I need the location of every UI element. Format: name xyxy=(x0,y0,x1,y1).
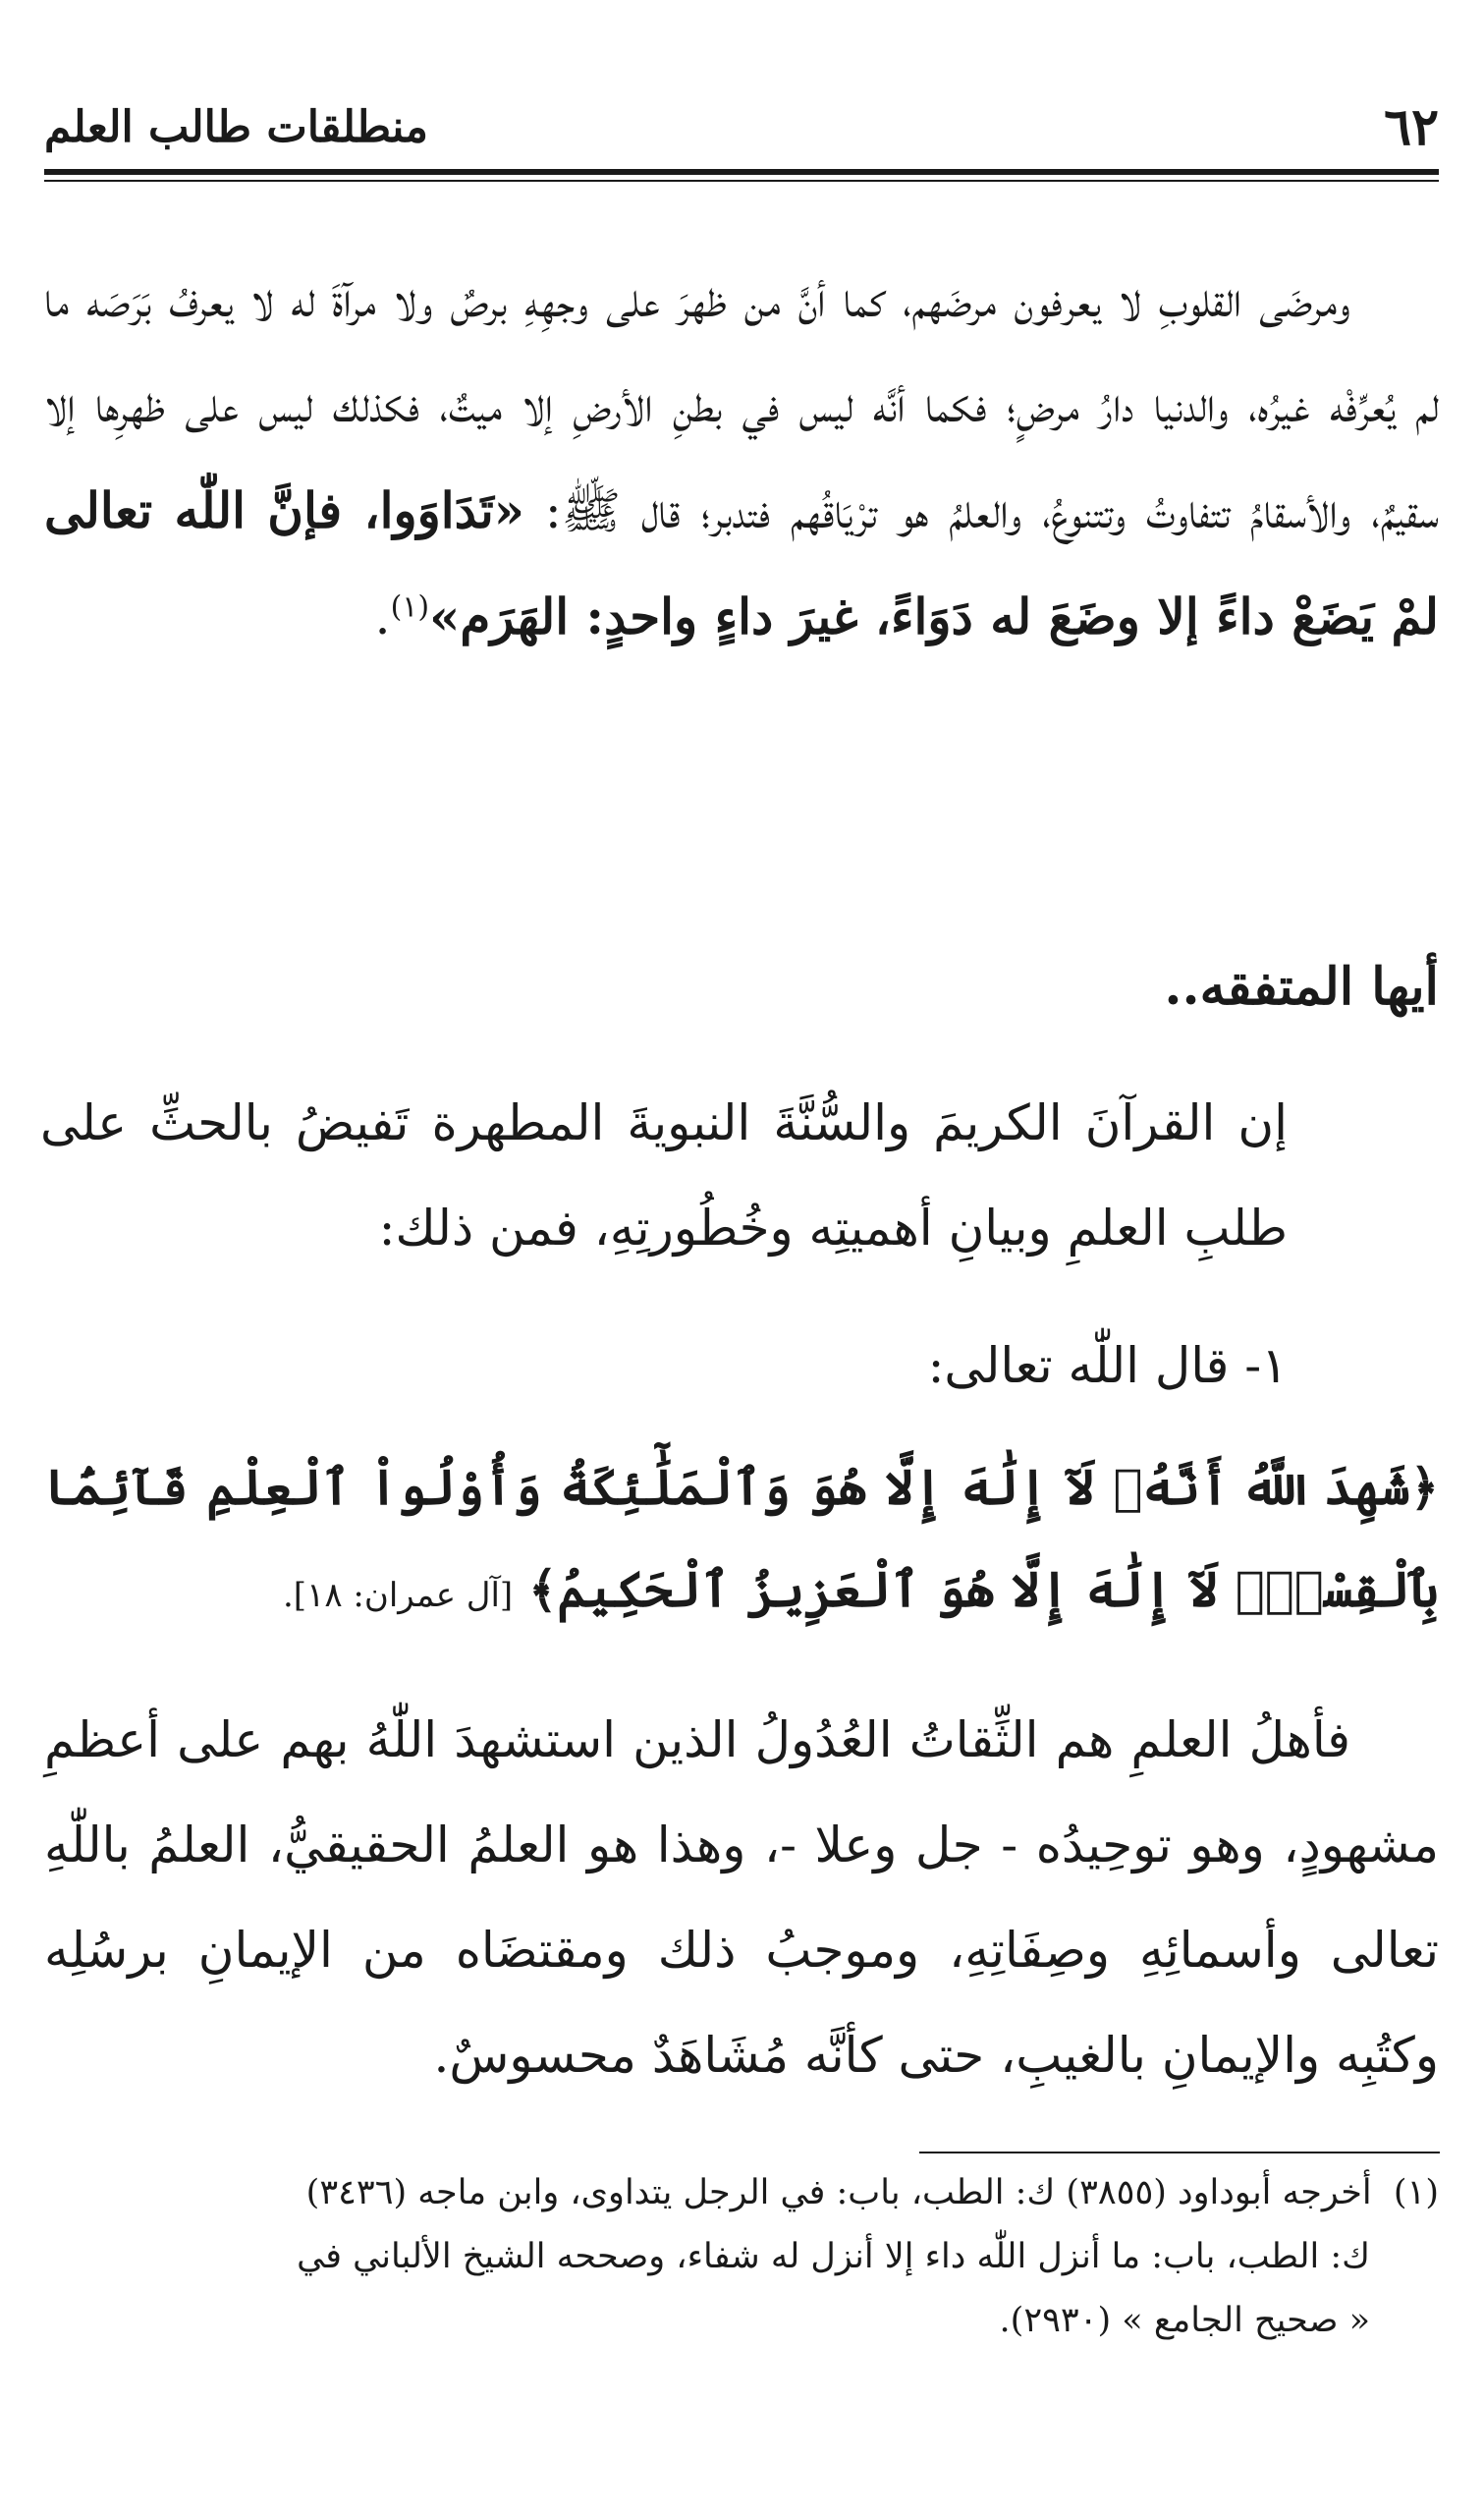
paragraph-people-of-knowledge: فأهلُ العلمِ هم الثِّقاتُ العُدُولُ الذين استشهدَ اللّٰهُ بهم على أعظمِ مشهودٍ، وهو توحِيدُه - جل وعلا -، وهذا هو العلمُ الحقيقيُّ، العلمُ باللّٰهِ تعالى وأسمائِهِ وصِفَاتِهِ، وموجبُ ذلك ومقتضَاه من الإيمانِ برسُلِه وكتُبِه والإيمانِ بالغيبِ، حتى كأنَّه مُشَاهَدٌ محسوسٌ. xyxy=(44,1711,1439,2084)
footnote-reference: (١) xyxy=(390,589,430,625)
verse-text: ﴿شَهِدَ اللَّهُ أَنَّهُۥ لَآ إِلَٰهَ إِلَّا هُوَ وَٱلْمَلَٰٓئِكَةُ وَأُوْلُواْ ٱلْعِلْمِ قَآئِمَۢا بِٱلْقِسْطِۚ لَآ إِلَٰهَ إِلَّا هُوَ ٱلْعَزِيزُ ٱلْحَكِيمُ﴾ xyxy=(44,1458,1439,1618)
header-rule-thin xyxy=(44,180,1439,182)
quran-verse xyxy=(44,1436,1439,1647)
footnote-line-1-text: أخرجه أبوداود (٣٨٥٥) ك: الطب، باب: في الرجل يتداوى، وابن ماجه (٣٤٣٦) xyxy=(305,2173,1372,2212)
footnote-marker: (١) xyxy=(1393,2173,1439,2212)
hadith-quote: «تَدَاوَوا، فإنَّ اللّٰه تعالى لمْ يَضَعْ داءً إلا وضَعَ له دَوَاءً، غيرَ داءٍ واحدٍ: الهَرَم» xyxy=(44,481,1439,645)
running-title: منطلقات طالب العلم xyxy=(44,102,428,152)
list-item-1: ١- قال اللّٰه تعالى: xyxy=(927,1337,1288,1394)
page-header xyxy=(44,93,1439,167)
footnote-line-1 xyxy=(44,2161,1439,2225)
footnote-line-3: « صحيح الجامع » (٢٩٣٠). xyxy=(999,2301,1370,2340)
paragraph-quran-sunnah: إن القرآنَ الكريمَ والسُّنَّةَ النبويةَ المطهرة تَفيضُ بالحثِّ على طلبِ العلمِ وبيانِ أهميتِه وخُطُورتِهِ، فمن ذلك: xyxy=(40,1094,1288,1257)
header-rule-thick xyxy=(44,169,1439,175)
footnote-line-2: ك: الطب، باب: ما أنزل اللّٰه داء إلا أنزل له شفاء، وصححه الشيخ الألباني في xyxy=(297,2237,1370,2276)
footnote xyxy=(44,2161,1439,2353)
section-heading: أيها المتفقه.. xyxy=(1164,957,1439,1017)
paragraph-end: . xyxy=(374,588,391,645)
paragraph-text: ومرضَى القلوبِ لا يعرفون مرضَهم، كما أنَّ من ظهرَ على وجهِهِ برصٌ ولا مرآةَ له لا يعرفُ بَرَصَه ما لم يُعرِّفْه غيرُه، والدنيا دارُ مرضٍ؛ فكما أنَّه ليس في بطنِ الأرضِ إلا ميتٌ، فكذلك ليس على ظهرِها إلا سقيمٌ، والأسقامُ تتفاوتُ وتتنوعُ، والعلمُ هو ترْيَاقُهم فتدبر؛ قال ﷺ: xyxy=(44,271,1439,539)
footnote-separator xyxy=(919,2152,1440,2153)
verse-reference: [آل عمران: ١٨]. xyxy=(282,1576,514,1615)
paragraph-diseases-of-hearts xyxy=(44,248,1439,670)
page-number: ٦٢ xyxy=(1384,97,1439,157)
